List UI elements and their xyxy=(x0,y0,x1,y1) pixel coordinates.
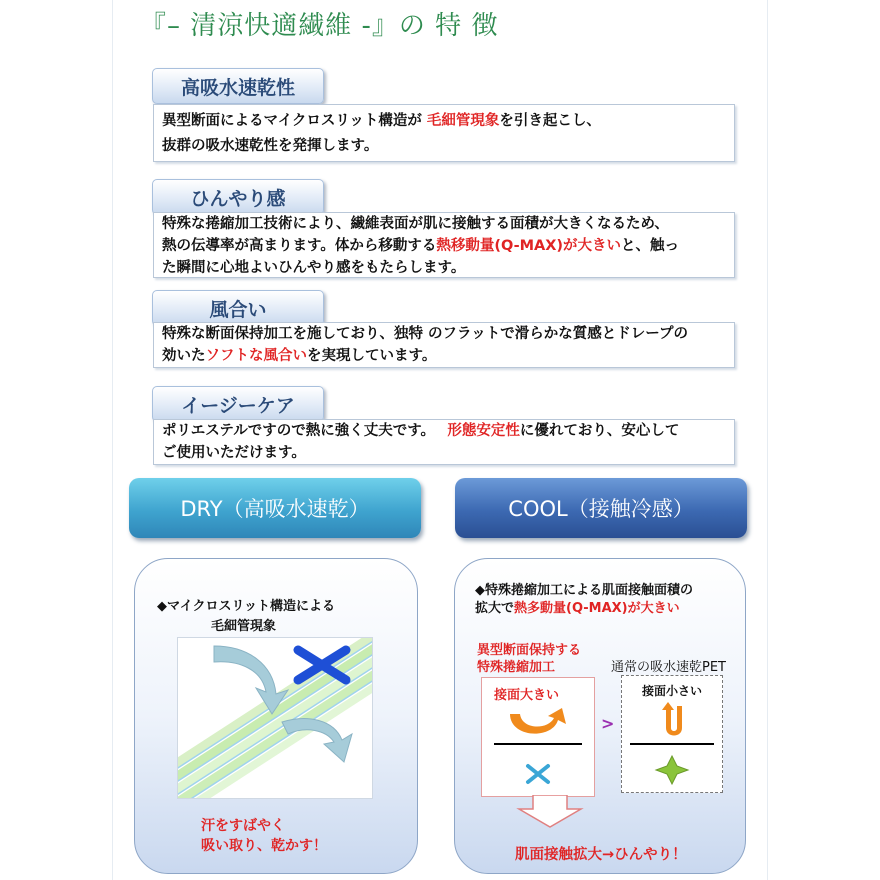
contact-small-label: 接面小さい xyxy=(642,684,703,698)
dry-caption-2: 毛細管現象 xyxy=(211,619,277,634)
cool-left-label-2: 特殊捲縮加工 xyxy=(477,660,556,675)
compare-symbol: > xyxy=(601,714,615,733)
highlight-text: ソフトな風合い xyxy=(205,348,307,364)
arrow-down-icon xyxy=(515,795,585,829)
body-text: を実現しています。 xyxy=(307,348,437,364)
section-line xyxy=(162,134,726,159)
cool-panel xyxy=(454,558,746,874)
body-text: 特殊な断面保持加工を施しており、独特 のフラットで滑らかな質感とドレープの xyxy=(162,326,689,342)
dry-panel xyxy=(134,558,418,874)
section-line xyxy=(162,213,726,235)
body-text: と、触っ xyxy=(621,238,680,254)
section-body-easycare xyxy=(153,419,735,465)
body-text: 特殊な捲縮加工技術により、繊維表面が肌に接触する面積が大きくなるため、 xyxy=(162,216,669,232)
page-title: 『– 清涼快適繊維 -』の 特 徴 xyxy=(140,11,499,41)
section-line xyxy=(162,323,726,345)
cool-left-label-1: 異型断面保持する xyxy=(477,643,582,658)
section-line xyxy=(162,345,726,367)
body-text: 抜群の吸水速乾性を発揮します。 xyxy=(162,138,379,154)
highlight-text: 熱移動量(Q-MAX)が大きい xyxy=(436,238,622,254)
section-line xyxy=(162,235,726,257)
section-body-absorb xyxy=(153,104,735,162)
cool-caption-1: ◆特殊捲縮加工による肌面接触面積の xyxy=(475,583,693,598)
section-line xyxy=(162,109,726,134)
body-text: 異型断面によるマイクロスリット構造が xyxy=(162,113,427,129)
cool-button[interactable]: COOL（接触冷感） xyxy=(455,478,747,538)
dry-button[interactable]: DRY（高吸水速乾） xyxy=(129,478,421,538)
contact-large-box xyxy=(481,677,595,797)
dry-caption-1: ◆マイクロスリット構造による xyxy=(157,599,335,614)
body-text: ご使用いただけます。 xyxy=(162,445,306,461)
section-line xyxy=(162,257,726,279)
cool-footer: 肌面接触拡大→ひんやり！ xyxy=(515,847,687,863)
section-heading-easycare: イージーケア xyxy=(152,386,324,422)
dry-footer-2: 吸い取り、乾かす！ xyxy=(201,838,327,854)
section-line xyxy=(162,442,726,464)
dry-footer-1: 汗をすばやく xyxy=(201,818,285,834)
body-text: 効いた xyxy=(162,348,206,364)
body-text: に優れており、安心して xyxy=(519,423,680,439)
section-heading-absorb: 高吸水速乾性 xyxy=(152,68,324,104)
highlight-text: 形態安定性 xyxy=(447,423,520,439)
section-heading-cool: ひんやり感 xyxy=(152,179,324,215)
body-text: を引き起こし、 xyxy=(499,113,601,129)
body-text: ポリエステルですので熱に強く丈夫です。 xyxy=(162,423,448,439)
microslit-illustration xyxy=(177,637,373,799)
section-line xyxy=(162,420,726,442)
body-text: た瞬間に心地よいひんやり感をもたらします。 xyxy=(162,260,466,276)
section-heading-texture: 風合い xyxy=(152,290,324,326)
contact-large-label: 接面大きい xyxy=(494,688,560,703)
highlight-text: 毛細管現象 xyxy=(426,113,500,129)
cool-right-label: 通常の吸水速乾PET xyxy=(611,660,726,675)
section-body-cool xyxy=(153,212,735,278)
cool-caption-2: 拡大で熱多動量(Q-MAX)が大きい xyxy=(475,601,680,616)
body-text: 熱の伝導率が高まります。体から移動する xyxy=(162,238,437,254)
contact-small-box xyxy=(621,675,723,793)
section-body-texture xyxy=(153,322,735,368)
